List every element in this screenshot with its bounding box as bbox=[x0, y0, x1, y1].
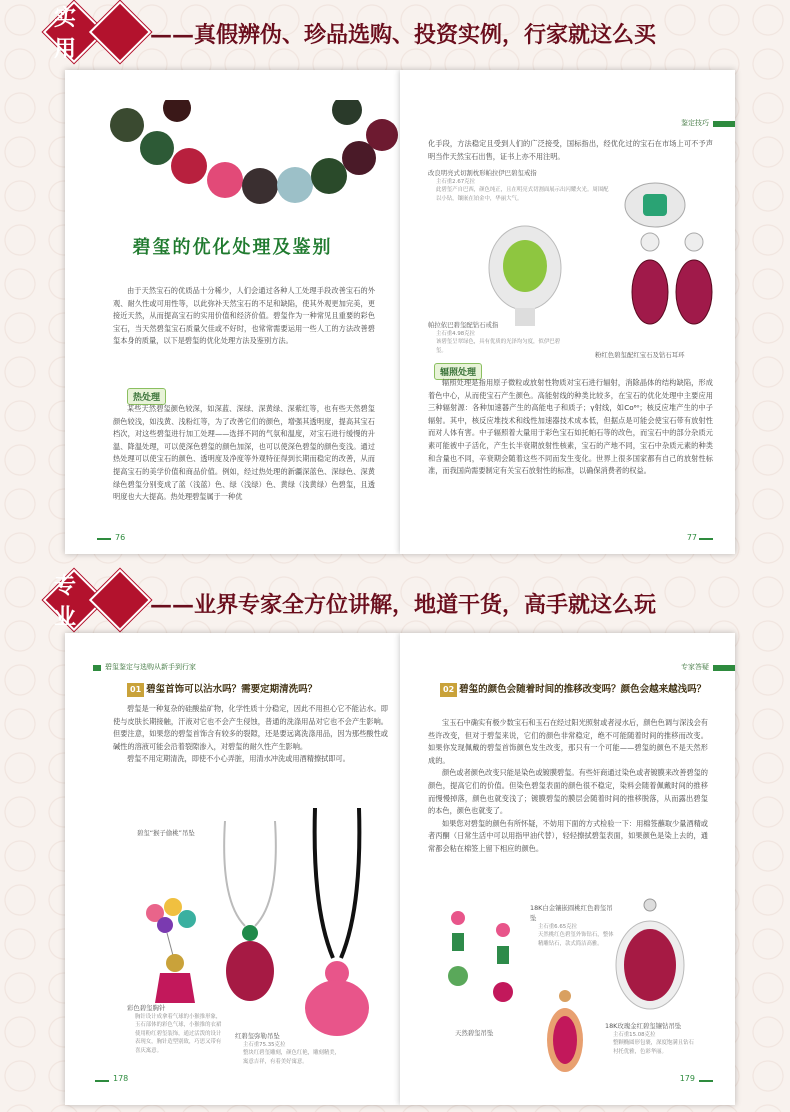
heat-treatment-body: 某些天然碧玺颜色较深，如深蓝、深绿、深黄绿、深紫红等，也有些天然碧玺颜色较浅，如浅黄、浅粉红等，为了改善它们的颜色，增强其透明度，提高其宝石档次，对这些碧玺进行加工处理——选择不同的气氛和温度，对宝石进行缓慢的升温、降温处理，可以使深色碧玺的颜色加深，也可以使深色碧玺的颜色变浅。通过热处理可以使宝石的颜色、透明度及净度等外观特征得到长期而稳定的改善，从而提高宝石的美学价值和商品价值。例如，经过热处理的新疆深蓝色、深绿色、深黄绿色碧玺分别变成了蓝（浅蓝）色、绿（浅绿）色、黄绿（浅黄绿）色碧玺，且透明度也大大提高。热处理碧玺属于一种优 bbox=[113, 404, 375, 502]
answer-02: 宝玉石中确实有极少数宝石和玉石在经过阳光照射或者浸水后，颜色色调与深浅会有些许改变，但对于碧玺来说，它们的颜色非常稳定，绝不可能随着时间的推移而改变。如果你发现佩戴的碧玺首饰颜色发生改变，那只有一个可能——碧玺的颜色不是天然形成的。 颜色或者颜色改变只能是染色或镀膜碧玺。有些奸商通过染色或者镀膜来改善碧玺的颜色，提高它们的价值。但染色碧玺表面的颜色很不稳定，染料会随着佩戴时间的推移而慢慢掉落，颜色也就变浅了；镀膜碧玺的膜层会随着时间的推移脱落，从而露出碧玺的本色，颜色也就变了。 如果您对碧玺的颜色有所怀疑，不妨用下面的方式检验一下：用棉签蘸取少量酒精或者丙酮（日常生活中可以用指甲油代替），轻轻擦拭碧玺表面，如果颜色是染上去的，通常都会粘在棉签上留下相应的颜色。 bbox=[428, 718, 708, 853]
monkey-brooch-image bbox=[125, 893, 220, 1013]
running-header-178: 碧玺鉴定与选购从新手到行家 bbox=[105, 663, 196, 671]
running-header-179: 专家答疑 bbox=[681, 663, 709, 671]
answer-01: 碧玺是一种复杂的硅酸盐矿物，化学性质十分稳定，因此不用担心它不能沾水。即使与皮肤长期接触，汗液对它也不会产生侵蚀，普通的洗涤用品对它也不会产生影响。但要注意，如果您的碧玺首饰含有较多的裂隙，还是要远离洗涤用品，因为那些酸性或碱性的溶液可能会沿着裂隙渗入，对碧玺的耐久性产生影响。 碧玺不用定期清洗，即使不小心弄脏，用清水冲洗或用酒精擦拭即可。 bbox=[113, 704, 388, 764]
bead-bracelet-image bbox=[97, 100, 402, 218]
page-number-179: 179 bbox=[679, 1074, 695, 1083]
caption-block-2: 帕拉依巴碧玺配钻石戒指 主石重4.98克拉 该碧玺呈翠绿色，具有优质的光泽均匀度，似伊巴碧玺。 bbox=[428, 320, 568, 355]
caption-2: 帕拉依巴碧玺配钻石戒指 bbox=[428, 321, 499, 329]
continued-paragraph: 化手段，方法稳定且受到人们的广泛接受，国标指出，经优化过的宝石在市场上可不予声明当作天然宝石出售，证书上亦不用注明。 bbox=[428, 139, 713, 161]
page-number-178: 178 bbox=[113, 1074, 129, 1083]
banner-practical bbox=[0, 0, 790, 62]
pageno-rule bbox=[97, 538, 111, 540]
page-178 bbox=[65, 633, 400, 1105]
page-77 bbox=[400, 70, 735, 554]
running-header: 鉴定技巧 bbox=[681, 119, 709, 127]
oval-rubellite-pendant-image bbox=[610, 893, 690, 1013]
banner-tag-diamond-2 bbox=[89, 1, 151, 63]
caption-rose-gold: 18K玫瑰金红碧玺镶钻吊坠 主石重15.08克拉 整颗椭圆形包裹，深度饱满且钻石衬托优雅，色彩华丽。 bbox=[605, 1022, 694, 1055]
caption-3: 粉红色碧玺配红宝石及钻石耳环 bbox=[595, 351, 685, 359]
header-bar bbox=[713, 121, 735, 127]
caption-white-gold: 18K白金镶嵌圆桃红色碧玺吊坠 主石重6.65克拉 天然桃红色碧玺外饰钻石，整体精雕钻石，款式简洁高雅。 bbox=[530, 904, 614, 947]
banner-tag-1: 实用 bbox=[54, 5, 77, 62]
banner-professional bbox=[0, 568, 790, 630]
caption-monkey: 碧玺“猴子偷桃”吊坠 bbox=[137, 829, 195, 837]
section-irradiation: 辐照处理 bbox=[434, 360, 482, 380]
irradiation-body: 辐照处理是指用原子微粒或放射性物质对宝石进行辐射，消除晶体的结构缺陷，形成着色中心，从而使宝石产生颜色。高能射线的种类比较多，在宝石的优化处理中主要应用三种辐射源：各种加速器产生的高能电子和质子；γ射线，如Co⁶⁰；核反应堆产生的中子辐射。其中，核反应堆技术和线性加速器技术成本低，但据点是可能会使宝石带有放射性而对人体有害。中子辐照着大量用于彩色宝石如托帕石等的改色，而宝石中的部分杂质元素可能被中子活化，产生长半衰期放射性核素，宝石的产地不同，宝石中杂质元素的种类和含量也不同，辛衰期会随着这些不同而发生变化。世界上很多国家都有自己的放射性标准，而我国尚需要制定有关宝石放射性的标准，以确保消费者的权益。 bbox=[428, 378, 713, 476]
caption-buddha: 红碧玺弥勒吊坠 主石重75.35克拉 整块红碧玺雕刻，颜色红艳，雕刻精美，寓意吉祥，有着美好寓意。 bbox=[235, 1032, 341, 1065]
page-76 bbox=[65, 70, 400, 554]
question-01: 01 碧玺首饰可以沾水吗？需要定期清洗吗？ bbox=[127, 683, 397, 697]
question-02: 02 碧玺的颜色会随着时间的推移改变吗？颜色会越来越浅吗？ bbox=[440, 683, 710, 697]
rose-gold-pendant-image bbox=[540, 988, 590, 1078]
page-number-77: 77 bbox=[686, 533, 697, 542]
header-bar-179 bbox=[713, 665, 735, 671]
caption-block-3 bbox=[595, 350, 705, 360]
section-heat-treatment: 热处理 bbox=[127, 385, 166, 405]
pageno-rule-77 bbox=[699, 538, 713, 540]
caption-1: 改良明亮式切割枕形帕拉伊巴碧玺戒指 bbox=[428, 169, 537, 177]
article-title: 碧玺的优化处理及鉴别 bbox=[132, 237, 333, 258]
caption-brooch: 彩色碧玺胸针 胸针设计成拿着气球的小猴推形象，玉石部体的彩色气球，小猴推的衣裙使用粉红碧玺装饰，通过活泼的设计表现女，胸针造型别致，巧思又带有喜庆寓意。 bbox=[127, 1004, 222, 1054]
caption-block-1: 改良明亮式切割枕形帕拉伊巴碧玺戒指 主石重2.67克拉 此碧玺产自巴西，颜色纯正，且在明亮式切割面展示出闪耀火光。周围配以小钻，镶嵌在铂金中，华丽大气。 bbox=[428, 168, 613, 203]
banner-text-2: ——业界专家全方位讲解，地道干货，高手就这么玩 bbox=[150, 592, 657, 618]
pink-earrings-image bbox=[628, 230, 718, 335]
buddha-pendant-image bbox=[297, 808, 377, 1048]
caption-natural: 天然碧玺吊坠 bbox=[455, 1029, 494, 1037]
banner-text-1: ——真假辨伪、珍品选购、投资实例，行家就这么买 bbox=[150, 22, 657, 48]
drop-earrings-image bbox=[438, 908, 533, 1018]
pageno-rule-179 bbox=[699, 1080, 713, 1082]
monkey-pendant-image bbox=[215, 821, 285, 1011]
header-bar-178 bbox=[93, 665, 101, 671]
paraiba-ring-image bbox=[485, 220, 565, 330]
page-number-76: 76 bbox=[115, 533, 126, 542]
page-179 bbox=[400, 633, 735, 1105]
banner2-tag-diamond-2 bbox=[89, 569, 151, 631]
intro-paragraph: 由于天然宝石的优质品十分稀少，人们会通过各种人工处理手段改善宝石的外观、耐久性或可用性等，以此弥补天然宝石的不足和缺陷，使其外观更加完美，更接近天然，从而提高宝石的实用价值和经济价值。碧玺作为一种常见且重要的彩色宝石，当天然碧玺宝石质量欠佳或不好时，也常常需要运用一些人工的方法改善碧玺本身的质量，以下是碧玺的优化处理方法及鉴别方法。 bbox=[113, 286, 375, 346]
pageno-rule-178 bbox=[95, 1080, 109, 1082]
banner-tag-2: 专业 bbox=[54, 573, 77, 630]
